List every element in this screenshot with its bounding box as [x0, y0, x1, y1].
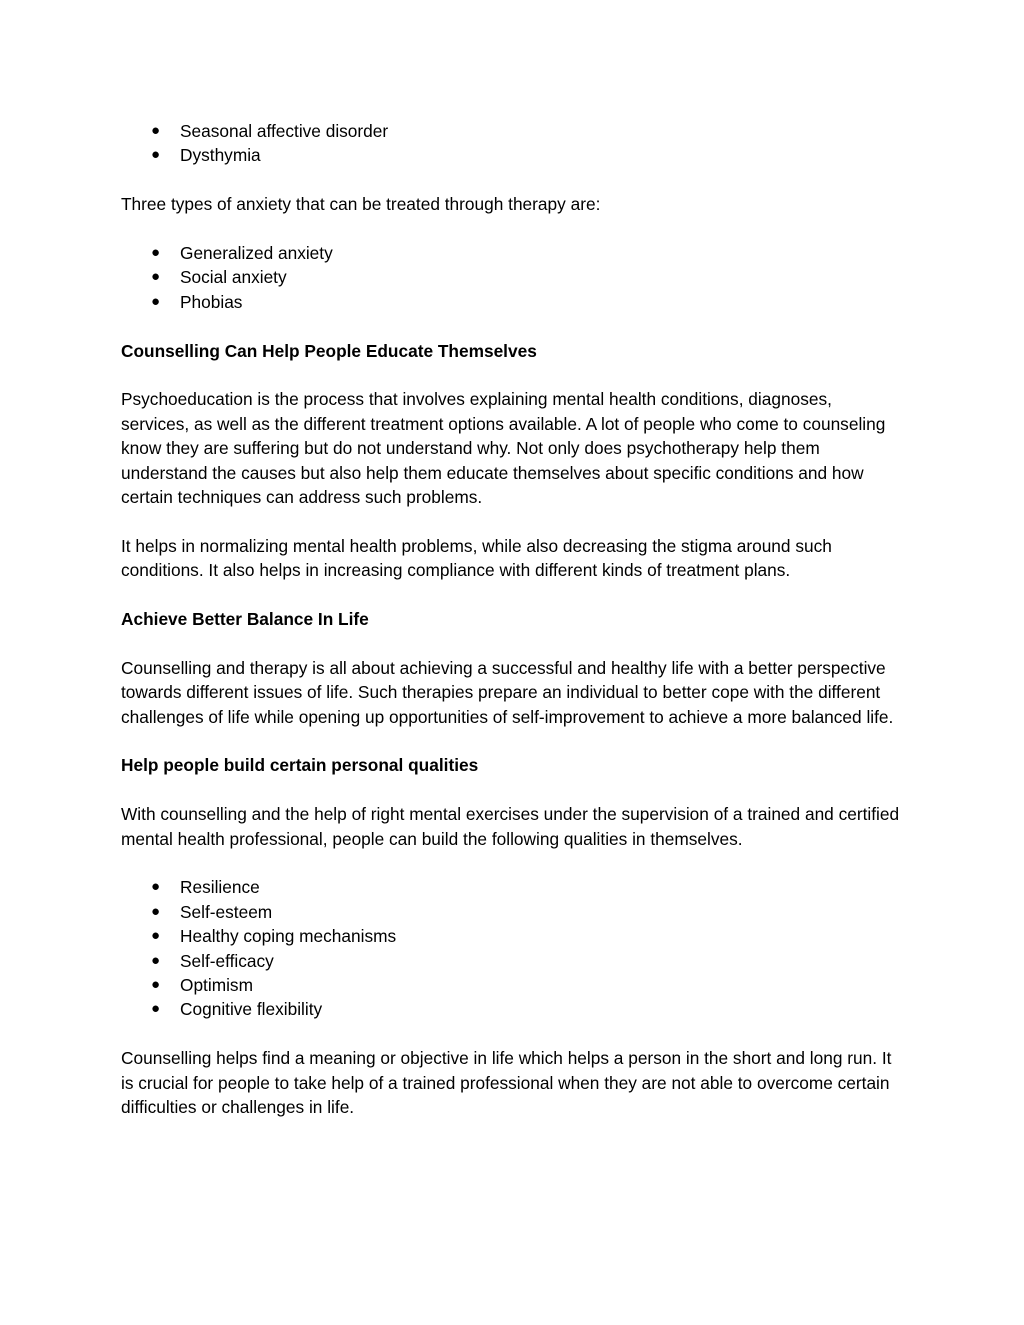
paragraph-normalizing: It helps in normalizing mental health problems, while also decreasing the stigma around such conditions. It also helps in increasing compliance with different kinds of treatment plans. — [121, 535, 832, 581]
spacer — [121, 851, 901, 875]
bullet-icon: ● — [151, 146, 161, 164]
bullet-icon: ● — [151, 902, 161, 920]
paragraph-balance: Counselling and therapy is all about achieving a successful and healthy life with a better perspective towards different issues of life. Such therapies prepare an individual to better cope with the different challenges of life while opening up opportunities of self-improvement to achieve a more balanced life. — [121, 657, 894, 727]
list-item-text: Cognitive flexibility — [180, 999, 323, 1020]
bullet-icon: ● — [151, 292, 161, 310]
bullet-icon: ● — [151, 268, 161, 286]
bullet-icon: ● — [151, 1000, 161, 1018]
spacer — [121, 631, 901, 655]
list-item — [121, 924, 901, 948]
list-item — [121, 949, 901, 973]
section-heading-qualities: Help people build certain personal qualities — [121, 755, 479, 776]
document-page — [121, 119, 901, 1119]
paragraph-psychoeducation: Psychoeducation is the process that involves explaining mental health conditions, diagnoses, services, as well as the different treatment options available. A lot of people who come to counseling know they are suffering but do not understand why. Not only does psychotherapy help them understand the causes but also help them educate themselves about specific conditions and how certain techniques can address such problems. — [121, 389, 886, 508]
section-heading-educate: Counselling Can Help People Educate Themselves — [121, 340, 537, 361]
list-item — [121, 973, 901, 997]
list-item — [121, 875, 901, 899]
paragraph-qualities-intro: With counselling and the help of right mental exercises under the supervision of a trained and certified mental health professional, people can build the following qualities in themselves. — [121, 804, 900, 849]
spacer — [121, 1022, 901, 1046]
spacer — [121, 314, 901, 338]
list-item-text: Dysthymia — [180, 145, 261, 166]
bullet-icon: ● — [151, 122, 161, 139]
list-item-text: Optimism — [180, 975, 253, 996]
list-item — [121, 265, 901, 289]
list-item-text: Healthy coping mechanisms — [180, 926, 397, 947]
section-heading-balance: Achieve Better Balance In Life — [121, 609, 369, 630]
bullet-icon: ● — [151, 951, 161, 969]
anxiety-intro-text: Three types of anxiety that can be treated through therapy are: — [121, 194, 601, 215]
bullet-icon: ● — [151, 878, 161, 896]
list-item — [121, 143, 901, 167]
qualities-list — [121, 875, 901, 1021]
list-item-text: Seasonal affective disorder — [180, 121, 389, 141]
spacer — [121, 729, 901, 753]
conditions-list — [121, 119, 901, 168]
list-item — [121, 241, 901, 265]
list-item-text: Self-efficacy — [180, 950, 274, 971]
spacer — [121, 168, 901, 192]
spacer — [121, 509, 901, 533]
anxiety-types-list — [121, 241, 901, 314]
list-item-text: Generalized anxiety — [180, 243, 333, 263]
list-item-text: Resilience — [180, 877, 260, 898]
spacer — [121, 363, 901, 387]
list-item — [121, 900, 901, 924]
list-item — [121, 290, 901, 314]
list-item — [121, 997, 901, 1021]
bullet-icon: ● — [151, 976, 161, 994]
spacer — [121, 217, 901, 241]
list-item — [121, 119, 901, 143]
bullet-icon: ● — [151, 244, 161, 261]
spacer — [121, 778, 901, 802]
list-item-text: Self-esteem — [180, 901, 273, 922]
list-item-text: Social anxiety — [180, 267, 287, 288]
list-item-text: Phobias — [180, 291, 243, 312]
spacer — [121, 583, 901, 607]
bullet-icon: ● — [151, 927, 161, 945]
paragraph-conclusion: Counselling helps find a meaning or objective in life which helps a person in the short and long run. It is crucial for people to take help of a trained professional when they are not able to overcome certain difficulties or challenges in life. — [121, 1048, 892, 1118]
